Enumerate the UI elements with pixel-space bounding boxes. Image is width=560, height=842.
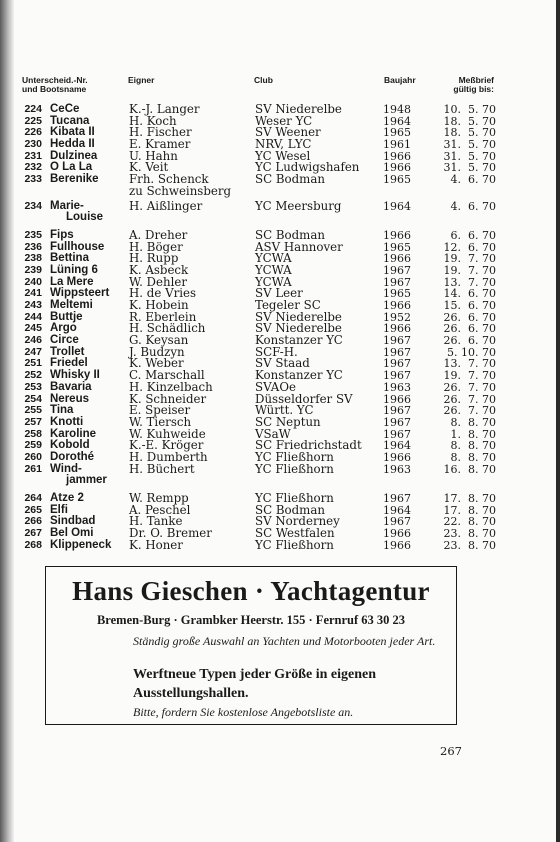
- owner-name: A. Peschel: [129, 502, 191, 517]
- boat-number: 243: [24, 299, 42, 312]
- club-name: Weser YC: [255, 113, 313, 128]
- boat-number: 241: [24, 287, 42, 300]
- owner-name: K. Hobein: [129, 298, 189, 313]
- build-year: 1967: [383, 275, 411, 289]
- build-year: 1964: [383, 439, 411, 453]
- owner-name: A. Dreher: [129, 227, 188, 242]
- build-year: 1966: [383, 392, 411, 406]
- build-year: 1966: [383, 299, 411, 313]
- club-name: SV Weener: [255, 125, 321, 140]
- boat-number: 267: [24, 527, 42, 540]
- build-year: 1964: [383, 114, 411, 128]
- build-year: 1967: [383, 345, 411, 359]
- valid-until: 31. 5. 70: [443, 149, 496, 163]
- owner-name-cont: zu Schweinsberg: [129, 183, 232, 198]
- boat-name: Whisky II: [50, 369, 100, 382]
- valid-until: 23. 8. 70: [443, 538, 496, 552]
- boat-name: Trollet: [50, 345, 85, 358]
- build-year: 1964: [383, 503, 411, 517]
- boat-table: [22, 102, 496, 552]
- boat-name: Wind-: [50, 462, 82, 475]
- boat-number: 232: [24, 161, 42, 174]
- table-row: [22, 198, 496, 224]
- valid-until: 26. 7. 70: [443, 380, 496, 394]
- boat-number: 246: [24, 334, 42, 347]
- owner-name: H. Koch: [129, 113, 177, 128]
- boat-number: 254: [24, 392, 42, 405]
- boat-name: Tina: [50, 404, 74, 417]
- build-year: 1966: [383, 538, 411, 552]
- valid-until: 26. 7. 70: [443, 392, 496, 406]
- club-name: SV Niederelbe: [255, 321, 342, 336]
- build-year: 1965: [383, 240, 411, 254]
- boat-number: 268: [24, 538, 42, 551]
- valid-until: 1. 8. 70: [450, 427, 496, 441]
- owner-name: H. Büchert: [129, 461, 195, 476]
- owner-name: H. Rupp: [129, 251, 179, 266]
- build-year: 1967: [383, 427, 411, 441]
- build-year: 1966: [383, 161, 411, 175]
- boat-name: Klippeneck: [50, 538, 112, 551]
- header-valid-line2: gültig bis:: [453, 84, 494, 94]
- build-year: 1966: [383, 527, 411, 541]
- club-name: VSaW: [255, 426, 291, 441]
- club-name: SV Niederelbe: [255, 102, 342, 116]
- valid-until: 4. 6. 70: [450, 199, 496, 213]
- boat-name: Berenike: [50, 173, 99, 186]
- owner-name: H. Schädlich: [129, 321, 206, 336]
- header-year: Baujahr: [384, 75, 416, 85]
- valid-until: 10. 5. 70: [443, 103, 496, 116]
- build-year: 1967: [383, 404, 411, 418]
- boat-number: 253: [24, 380, 42, 393]
- valid-until: 18. 5. 70: [443, 126, 496, 140]
- owner-name: H. Kinzelbach: [129, 379, 213, 394]
- build-year: 1966: [383, 149, 411, 163]
- table-row: [22, 172, 496, 198]
- build-year: 1967: [383, 357, 411, 371]
- boat-name: Karoline: [50, 427, 97, 440]
- boat-number: 252: [24, 369, 42, 382]
- boat-name: Kobold: [50, 439, 90, 452]
- owner-name: W. Tiersch: [129, 414, 192, 429]
- boat-number: 225: [24, 114, 42, 127]
- boat-number: 259: [24, 439, 42, 452]
- header-nr-line2: und Bootsname: [22, 84, 87, 94]
- boat-name: Kibata II: [50, 126, 95, 139]
- valid-until: 26. 6. 70: [443, 322, 496, 336]
- owner-name: J. Budzyn: [129, 344, 185, 359]
- build-year: 1963: [383, 380, 411, 394]
- club-name: YC Fließhorn: [255, 537, 334, 552]
- build-year: 1967: [383, 334, 411, 348]
- owner-name: K. Honer: [129, 537, 183, 552]
- valid-until: 26. 6. 70: [443, 334, 496, 348]
- table-row: [22, 537, 496, 552]
- book-spine-shadow: [0, 0, 14, 842]
- club-name: YC Fließhorn: [255, 491, 334, 506]
- valid-until: 22. 8. 70: [443, 515, 496, 529]
- owner-name: K. Schneider: [129, 391, 207, 406]
- owner-name: H. Böger: [129, 239, 183, 254]
- club-name: SC Bodman: [255, 227, 325, 242]
- club-name: YC Fließhorn: [255, 449, 334, 464]
- valid-until: 14. 6. 70: [443, 287, 496, 301]
- boat-name: CeCe: [50, 103, 80, 115]
- ad-address: Bremen-Burg · Grambker Heerstr. 155 · Fernruf 63 30 23: [96, 613, 406, 627]
- header-club: Club: [254, 75, 273, 85]
- boat-name-cont: jammer: [66, 474, 107, 487]
- boat-name: Sindbad: [50, 515, 96, 528]
- boat-number: 245: [24, 322, 42, 335]
- header-valid-line1: Meßbrief: [458, 75, 494, 85]
- owner-name: G. Keysan: [129, 333, 189, 348]
- club-name: SC Friedrichstadt: [255, 438, 362, 453]
- valid-until: 19. 7. 70: [443, 369, 496, 383]
- ad-line-request: Bitte, fordern Sie kostenlose Angebotsliste an.: [133, 705, 354, 719]
- boat-number: 260: [24, 450, 42, 463]
- boat-name: Fips: [50, 228, 74, 241]
- boat-number: 239: [24, 263, 42, 276]
- boat-name: Fullhouse: [50, 240, 105, 253]
- boat-number: 257: [24, 415, 42, 428]
- boat-name: Knotti: [50, 415, 84, 428]
- boat-name: O La La: [50, 161, 93, 174]
- ad-title: Hans Gieschen · Yachtagentur: [72, 576, 430, 606]
- boat-number: 226: [24, 126, 42, 139]
- build-year: 1948: [383, 103, 411, 116]
- valid-until: 17. 8. 70: [443, 492, 496, 506]
- club-name: Württ. YC: [255, 403, 314, 418]
- club-name: SV Leer: [255, 286, 303, 301]
- valid-until: 8. 8. 70: [450, 415, 496, 429]
- club-name: SC Bodman: [255, 172, 325, 187]
- boat-name: Hedda II: [50, 138, 95, 151]
- build-year: 1966: [383, 228, 411, 242]
- build-year: 1967: [383, 492, 411, 506]
- club-name: SC Westfalen: [255, 526, 335, 541]
- advertisement-box: [45, 566, 457, 725]
- valid-until: 19. 7. 70: [443, 263, 496, 277]
- boat-name: Atze 2: [50, 492, 84, 505]
- header-owner: Eigner: [128, 75, 155, 85]
- build-year: 1961: [383, 138, 411, 152]
- club-name: Konstanzer YC: [255, 333, 343, 348]
- boat-number: 231: [24, 149, 42, 162]
- valid-until: 13. 7. 70: [443, 275, 496, 289]
- boat-name: Dorothé: [50, 450, 95, 463]
- build-year: 1967: [383, 263, 411, 277]
- header-nr-name: [22, 76, 88, 94]
- boat-number: 244: [24, 310, 42, 323]
- boat-number: 266: [24, 515, 42, 528]
- boat-number: 251: [24, 357, 42, 370]
- owner-name: E. Kramer: [129, 137, 191, 152]
- boat-name: Wippsteert: [50, 287, 110, 300]
- build-year: 1967: [383, 515, 411, 529]
- ad-line-showrooms: Werftneue Typen jeder Größe in eigenen Ausstellungshallen.: [133, 667, 377, 701]
- owner-name: H. Aißlinger: [129, 198, 203, 213]
- valid-until: 8. 8. 70: [450, 439, 496, 453]
- boat-name-cont: Louise: [66, 211, 104, 224]
- valid-until: 23. 8. 70: [443, 527, 496, 541]
- valid-until: 17. 8. 70: [443, 503, 496, 517]
- boat-number: 255: [24, 404, 42, 417]
- boat-number: 234: [24, 199, 42, 212]
- ad-line-selection: Ständig große Auswahl an Yachten und Motorbooten jeder Art.: [133, 634, 436, 648]
- owner-name: H. Tanke: [129, 514, 183, 529]
- club-name: NRV, LYC: [255, 137, 312, 152]
- club-name: SC Bodman: [255, 502, 325, 517]
- boat-number: 247: [24, 345, 42, 358]
- valid-until: 5. 10. 70: [447, 345, 496, 359]
- boat-number: 233: [24, 173, 42, 186]
- valid-until: 26. 6. 70: [443, 310, 496, 324]
- valid-until: 6. 6. 70: [450, 228, 496, 242]
- owner-name: H. Dumberth: [129, 449, 208, 464]
- valid-until: 8. 8. 70: [450, 450, 496, 464]
- build-year: 1964: [383, 199, 411, 213]
- boat-name: Marie-: [50, 199, 84, 212]
- boat-number: 224: [24, 103, 42, 115]
- page-edge: [556, 0, 560, 842]
- boat-number: 240: [24, 275, 42, 288]
- owner-name: K.-E. Kröger: [129, 438, 204, 453]
- owner-name: W. Dehler: [129, 274, 187, 289]
- boat-name: Tucana: [50, 114, 90, 127]
- boat-name: Elfi: [50, 503, 68, 516]
- valid-until: 4. 6. 70: [450, 173, 496, 187]
- owner-name: U. Hahn: [129, 148, 178, 163]
- valid-until: 12. 6. 70: [443, 240, 496, 254]
- boat-number: 238: [24, 252, 42, 265]
- club-name: SV Norderney: [255, 514, 340, 529]
- boat-name: Dulzinea: [50, 149, 98, 162]
- page-number: 267: [440, 744, 462, 758]
- build-year: 1967: [383, 369, 411, 383]
- table-row: [22, 461, 496, 487]
- build-year: 1966: [383, 322, 411, 336]
- club-name: Tegeler SC: [255, 298, 321, 313]
- header-valid: [444, 76, 494, 94]
- owner-name: H. de Vries: [129, 286, 197, 301]
- club-name: YC Ludwigshafen: [255, 160, 360, 175]
- valid-until: 16. 8. 70: [443, 462, 496, 476]
- owner-name: K.-J. Langer: [129, 102, 200, 116]
- boat-number: 265: [24, 503, 42, 516]
- boat-name: Lüning 6: [50, 263, 98, 276]
- header-nr-line1: Unterscheid.-Nr.: [22, 75, 88, 85]
- club-name: Düsseldorfer SV: [255, 391, 353, 406]
- boat-name: Bel Omi: [50, 527, 94, 540]
- boat-name: Friedel: [50, 357, 88, 370]
- club-name: Konstanzer YC: [255, 368, 343, 383]
- valid-until: 31. 5. 70: [443, 161, 496, 175]
- owner-name: K. Asbeck: [129, 262, 189, 277]
- club-name: ASV Hannover: [255, 239, 343, 254]
- boat-number: 258: [24, 427, 42, 440]
- club-name: SCF-H.: [255, 344, 298, 359]
- club-name: YC Meersburg: [255, 198, 342, 213]
- boat-number: 261: [24, 462, 42, 475]
- boat-name: Argo: [50, 322, 77, 335]
- valid-until: 18. 5. 70: [443, 114, 496, 128]
- owner-name: Dr. O. Bremer: [129, 526, 212, 541]
- boat-number: 236: [24, 240, 42, 253]
- owner-name: H. Fischer: [129, 125, 192, 140]
- club-name: YC Wesel: [255, 148, 311, 163]
- valid-until: 13. 7. 70: [443, 357, 496, 371]
- boat-name: Circe: [50, 334, 79, 347]
- valid-until: 19. 7. 70: [443, 252, 496, 266]
- valid-until: 31. 5. 70: [443, 138, 496, 152]
- club-name: YCWA: [255, 262, 292, 277]
- boat-name: Meltemi: [50, 299, 93, 312]
- club-name: YCWA: [255, 251, 292, 266]
- boat-name: Nereus: [50, 392, 89, 405]
- build-year: 1952: [383, 310, 411, 324]
- owner-name: W. Kuhweide: [129, 426, 206, 441]
- owner-name: W. Rempp: [129, 491, 189, 506]
- boat-name: Bavaria: [50, 380, 92, 393]
- owner-name: R. Eberlein: [129, 309, 197, 324]
- build-year: 1965: [383, 173, 411, 187]
- owner-name: C. Marschall: [129, 368, 205, 383]
- valid-until: 15. 6. 70: [443, 299, 496, 313]
- boat-number: 264: [24, 492, 42, 505]
- build-year: 1965: [383, 287, 411, 301]
- boat-name: Buttje: [50, 310, 83, 323]
- owner-name: E. Speiser: [129, 403, 191, 418]
- boat-number: 230: [24, 138, 42, 151]
- boat-name: La Mere: [50, 275, 94, 288]
- build-year: 1966: [383, 252, 411, 266]
- club-name: SVAOe: [255, 379, 296, 394]
- club-name: YC Fließhorn: [255, 461, 334, 476]
- build-year: 1965: [383, 126, 411, 140]
- owner-name: K. Weber: [129, 356, 184, 371]
- club-name: SV Staad: [255, 356, 310, 371]
- club-name: SV Niederelbe: [255, 309, 342, 324]
- build-year: 1966: [383, 450, 411, 464]
- club-name: SC Neptun: [255, 414, 321, 429]
- boat-name: Bettina: [50, 252, 89, 265]
- build-year: 1967: [383, 415, 411, 429]
- owner-name: Frh. Schenck: [129, 172, 209, 187]
- build-year: 1963: [383, 462, 411, 476]
- valid-until: 26. 7. 70: [443, 404, 496, 418]
- boat-number: 235: [24, 228, 42, 241]
- club-name: YCWA: [255, 274, 292, 289]
- owner-name: K. Veit: [129, 160, 169, 175]
